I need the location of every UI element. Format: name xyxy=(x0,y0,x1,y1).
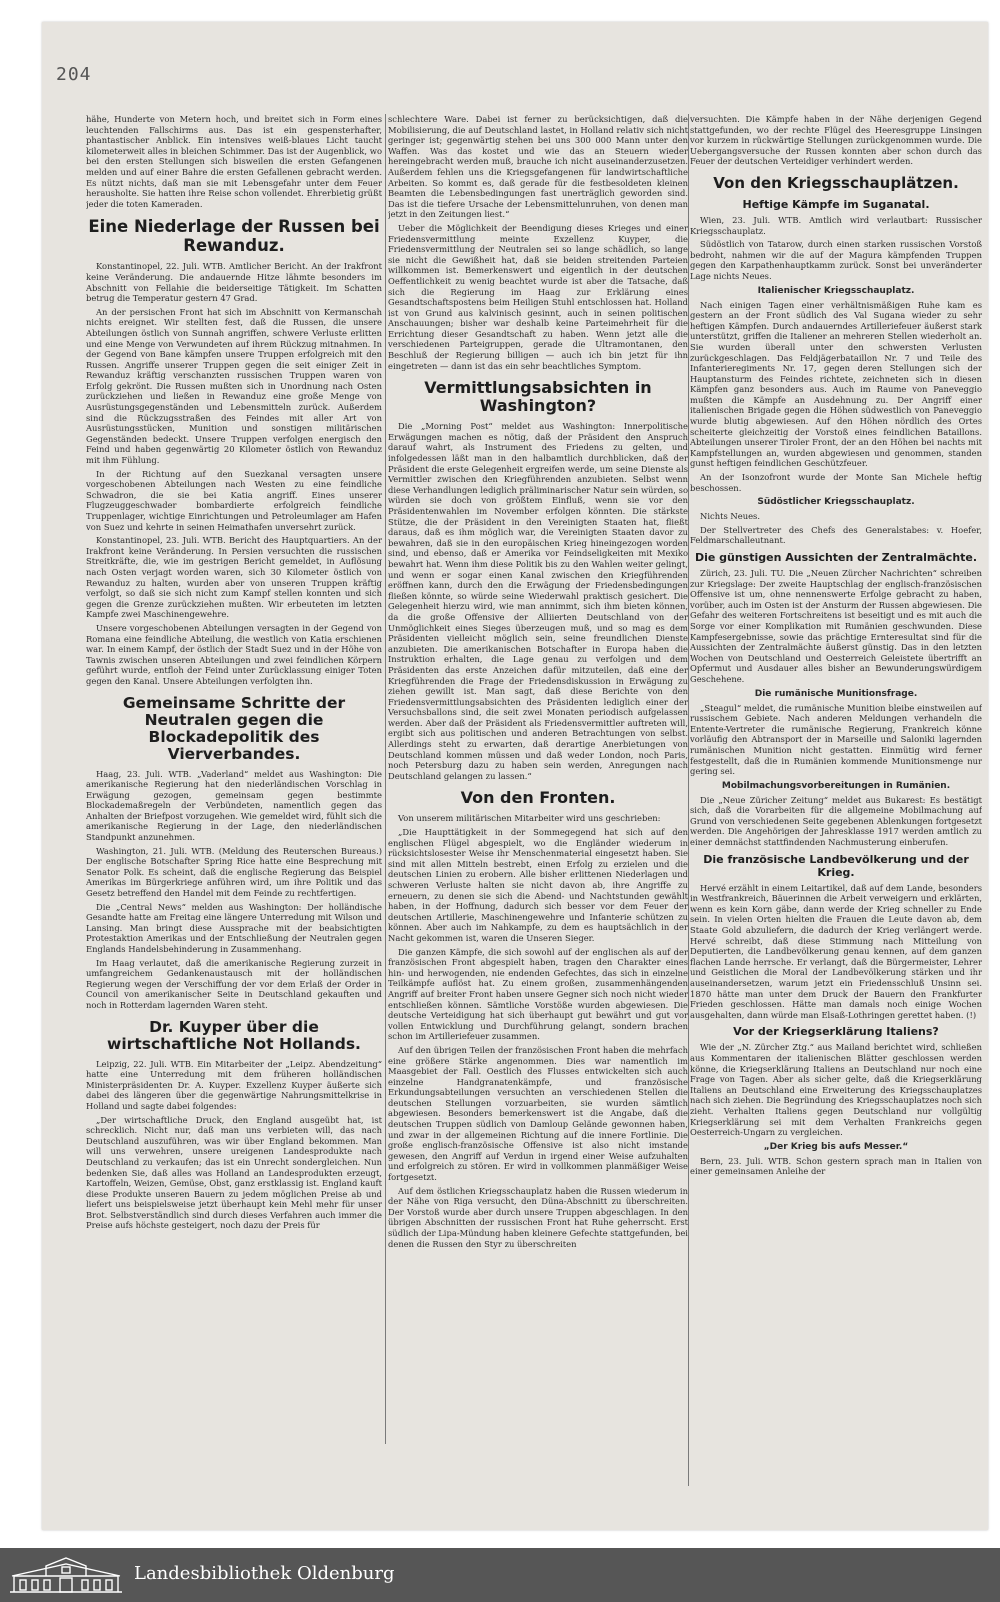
column-3 xyxy=(690,114,982,1486)
headline-kriegsschauplaetze: Von den Kriegsschauplätzen. xyxy=(713,173,959,192)
headline-rewanduz: Eine Niederlage der Russen bei Rewanduz. xyxy=(88,217,380,256)
article-text: Wien, 23. Juli. WTB. Amtlich wird verlautbart: Russischer Kriegsschauplatz. xyxy=(690,214,982,236)
headline-fronten: Von den Fronten. xyxy=(460,788,616,808)
article-text: Auf den übrigen Teilen der französischen Front haben die mehrfach eine größere Stärke angenommen. Dies war namentlich im Maasgebiet der Fall. Oestlich des Flusses entwickelten sich auch einzelne Handgranatenkämpfe, und französische Erkundungsabteilungen versuchten an verschiedenen Stellen die deutschen Stellungen vorzuarbeiten, sie wurden sämtlich abgewiesen. Besonders bemerkenswert ist die Angabe, daß die deutschen Truppen südlich von Damloup Gelände gewonnen haben, und zwar in der allgemeinen Richtung auf die innere Fortlinie. Die große englisch-französische Offensive ist also nicht imstande gewesen, den Angriff auf Verdun in irgend einer Weise aufzuhalten und erfolgreich zu stören. Er wird in vollkommen planmäßiger Weise fortgesetzt. xyxy=(388,1044,688,1183)
article-text: Zürich, 23. Juli. TU. Die „Neuen Zürcher Nachrichten“ schreiben zur Kriegslage: Der zweite Hauptschlag der englisch-französischen Offensive ist um, ohne nennenswerte Erfolge gebracht zu haben, vorüber, auch im Osten ist der Ansturm der Russen abgewiesen. Die Gefahr des weiteren Fortschreitens ist beseitigt und es mit auch die Sorge vor einer Komplikation mit Rumänien geschwunden. Diese Kampfesergebnisse, sowie das prächtige Ernteresultat sind für die Aussichten der Zentralmächte äußerst günstig. Das in den letzten Wochen von Deutschland und Oesterreich Geleistete übertrifft an Opfermut und Ausdauer alles bisher an Bewunderungswürdigem Geschehene. xyxy=(690,568,982,684)
article-text: Leipzig, 22. Juli. WTB. Ein Mitarbeiter der „Leipz. Abendzeitung“ hatte eine Unterredung mit dem früheren holländischen Ministerpräsidenten Dr. A. Kuyper. Exzellenz Kuyper äußerte sich dabei des längeren über die gegenwärtige Nahrungsmittelkrise in Holland und sagte dabei folgendes: xyxy=(86,1058,382,1111)
headline-neutralen: Gemeinsame Schritte der Neutralen gegen die Blockadepolitik des Vierverbandes. xyxy=(122,693,346,763)
article-text: versuchten. Die Kämpfe haben in der Nähe derjenigen Gegend stattgefunden, wo der rechte Flügel des Heeresgruppe Linsingen vor kurzem in rückwärtige Stellungen zurückgenommen wurde. Die Uebergangsversuche der Russen konnten aber schon durch das Feuer der deutschen Verteidiger verhindert werden. xyxy=(690,114,982,167)
article-text: Die „Morning Post“ meldet aus Washington: Innerpolitische Erwägungen machen es nötig, daß der Präsident den Anspruch darauf wahrt, als Instrument des Friedens zu gelten, und infolgedessen läßt man in den halbamtlich durchblicken, daß der Präsident die erste Gelegenheit ergreifen werde, um seine Dienste als Vermittler zwischen den Kriegführenden anzubieten. Selbst wenn diese Verhandlungen lediglich präliminarischer Natur sein würden, so würden sie doch von größtem Einfluß, wenn sie vor den Präsidentenwahlen im November erfolgen könnten. Die stärkste Stütze, die der Präsident in den Vereinigten Staaten hat, fließt daraus, daß es ihm möglich war, die Vereinigten Staaten davor zu bewahren, daß sie in den europäischen Krieg hineingezogen worden sind, und ebenso, daß er Amerika vor Feindseligkeiten mit Mexiko bewahrt hat. Wenn ihm diese Politik bis zu den Wahlen weiter gelingt, und wenn er sogar einen Kanal zwischen den Kriegführenden eröffnen kann, durch den die Erwägung der Friedensbedingungen fließen könnte, so würde seine Wiederwahl praktisch gesichert. Die Gelegenheit hierzu wird, wie man annimmt, sich ihm bieten können, da die große Offensive der Alliierten Deutschland von der Unmöglichkeit eines Sieges überzeugen muß, und so mag es dem Präsidenten vielleicht möglich sein, seine freundlichen Dienste anzubieten. Die amerikanischen Botschafter in Europa haben die Instruktion erhalten, die Lage genau zu verfolgen und dem Präsidenten das erste Anzeichen dafür mitzuteilen, daß eine der Kriegführenden die Frage der Friedensdiskussion in Erwägung zu ziehen gewillt ist. Man sagt, daß diese Berichte von den Friedensvermittlungsabsichten des Präsidenten lediglich einer der Versuchsballons sind, die seit zwei Monaten periodisch aufgelassen werden. Aber daß der Präsident als Friedensvermittler auftreten will, ergibt sich aus politischen und anderen Betrachtungen von selbst. Allerdings steht zu erwarten, daß derartige Anerbietungen von Deutschland kommen müssen und daß weder London, noch Paris, noch Petersburg dazu zu haben sein werden, Anregungen nach Deutschland gelangen zu lassen.“ xyxy=(388,421,688,781)
section-label-southeast: Südöstlicher Kriegsschauplatz. xyxy=(757,497,915,508)
column-rule-2 xyxy=(688,114,689,1486)
article-text: Wie der „N. Zürcher Ztg.“ aus Mailand berichtet wird, schließen aus Kommentaren der italienischen Blätter geschlossen werden könne, die Kriegserklärung Italiens an Deutschland nur noch eine Frage von Tagen. Aber als sicher gelte, daß die Kriegserklärung Italiens an Deutschland eine Erweiterung des Kriegsschauplatzes nach sich ziehen. Die Begründung des Kriegsschauplatzes noch sich zieht. Verhalten Italiens gegen Deutschland nur vollgültig Kriegserklärung sei mit dem Verhalten Frankreichs gegen Oesterreich-Ungarn zu vergleichen. xyxy=(690,1042,982,1138)
section-label-italy: Italienischer Kriegsschauplatz. xyxy=(757,285,915,296)
article-text: Bern, 23. Juli. WTB. Schon gestern sprach man in Italien von einer gemeinsamen Anleihe der xyxy=(690,1155,982,1177)
article-text: Unsere vorgeschobenen Abteilungen versagten in der Gegend von Romana eine feindliche Abteilung, die westlich von Katia erschienen war. In einem Kampf, der östlich der Stadt Suez und in der Höhe von Tawnis zwischen unseren Abteilungen und zwei feindlichen Körpern geführt wurde, entfloh der Feind unter Zurücklassung einiger Toten gegen den Kanal. Unsere Abteilungen verfolgten ihn. xyxy=(86,622,382,686)
article-text: Südöstlich von Tatarow, durch einen starken russischen Vorstoß bedroht, nahmen wir die auf der Magura kämpfenden Truppen gegen den Karpathenhauptkamm zurück. Sonst bei unveränderter Lage nichts Neues. xyxy=(690,239,982,281)
article-text: Die „Central News“ melden aus Washington: Der holländische Gesandte hatte am Freitag eine längere Unterredung mit Wilson und Lansing. Man bringt diese Aussprache mit der beabsichtigten Protestaktion Amerikas und der Entschließung der Neutralen gegen Englands Handelsbehinderung in Zusammenhang. xyxy=(86,901,382,954)
article-text: schlechtere Ware. Dabei ist ferner zu berücksichtigen, daß die Mobilisierung, die auf Deutschland lastet, in Holland relativ sich nicht geringer ist; gegenwärtig stehen bei uns 300 000 Mann unter den Waffen. Was das kostet und wie das an Steuern wieder hereingebracht werden muß, brauche ich nicht auseinanderzusetzen. Außerdem fehlen uns die Kriegsgefangenen für landwirtschaftliche Arbeiten. So kommt es, daß gerade für die festbesoldeten kleinen Beamten die Lebensbedingungen fast unerträglich geworden sind. Das ist die tiefere Ursache der Lebensmittelunruhen, von denen man jetzt in den Zeitungen liest.“ xyxy=(388,114,688,220)
column-1 xyxy=(86,114,382,1444)
newspaper-page xyxy=(42,22,988,1530)
article-text: hähe, Hunderte von Metern hoch, und breitet sich in Form eines leuchtenden Fallschirms aus. Das ist ein gespensterhafter, phantastischer Anblick. Ein intensives weiß-blaues Licht taucht kilometerweit alles in bleichen Schimmer. Das ist der Augenblick, wo bei den ersten Stellungen sich bisweilen die ersten Gefangenen melden und auf einer Bahre die ersten Gefallenen gebracht werden. Es nützt nichts, daß man sie mit Lebensgefahr unter dem Feuer herausholte. Sie hatten ihre Reise schon vollendet. Ehrerbietig grüßt jeder die toten Kameraden. xyxy=(86,114,382,209)
signature-line: Der Stellvertreter des Chefs des Generalstabes: v. Hoefer, Feldmarschalleutnant. xyxy=(690,524,982,546)
article-text: Washington, 21. Juli. WTB. (Meldung des Reuterschen Bureaus.) Der englische Botschafter Spring Rice hatte eine Besprechung mit Senator Polk. Es scheint, daß die englische Regierung das Beispiel Amerikas im Bürgerkriege anführen wird, um ihre Politik und das Gesetz betreffend den Handel mit dem Feinde zu rechtfertigen. xyxy=(86,845,382,899)
subheadline-munition: Die rumänische Munitionsfrage. xyxy=(754,688,918,699)
article-text: Die „Neue Züricher Zeitung“ meldet aus Bukarest: Es bestätigt sich, daß die Vorarbeiten für die allgemeine Mobilmachung auf Grund von verschiedenen Seite gegebenen Ablenkungen fortgesetzt werden. Die Angehörigen der Jahresklasse 1917 werden amtlich zu einer demnächst stattfindenden Nachmusterung einberufen. xyxy=(690,794,982,848)
article-text: „Die Haupttätigkeit in der Sommegegend hat sich auf den englischen Flügel abgespielt, wo die Engländer wiederum in rücksichtslosester Weise ihr Menschenmaterial eingesetzt haben. Sie sind mit allen Mitteln bestrebt, einen Erfolg zu erzielen und die deutschen Linien zu erobern. Alle bisher erlittenen Niederlagen und schweren Verluste halten sie nicht davon ab, ihre Angriffe zu erneuern, zu denen sie sich die Abend- und Nachtstunden gewählt haben, in der Hoffnung, dadurch sich besser vor dem Feuer der deutschen Artillerie, Maschinengewehre und Infanterie schützen zu können. Aber auch im Nahkampfe, zu dem es hauptsächlich in der Nacht gekommen ist, waren die Unseren Sieger. xyxy=(388,827,688,943)
headline-zentralmaechte: Die günstigen Aussichten der Zentralmächte. xyxy=(694,551,978,564)
article-text: Ueber die Möglichkeit der Beendigung dieses Krieges und einer Friedensvermittlung meinte Exzellenz Kuyper, die Friedensvermittlung der Neutralen sei so lange schädlich, so lange sie nicht die Gewißheit hat, daß sie beiden streitenden Parteien willkommen ist. Bemerkenswert und eigentlich in der deutschen Oeffentlichkeit zu wenig beachtet wurde ist aber die Tatsache, daß sich die Regierung im Haag zur Erklärung eines Gesandtschaftspostens beim Heiligen Stuhl entschlossen hat. Holland ist von Grund aus kalvinisch gesinnt, auch in seinen politischen Anschauungen; bisher war deshalb keine Parteimehrheit für die Errichtung dieser Gesandtschaft zu haben. Wenn jetzt alle die verschiedenen Parteigruppen, gerade die Ultramontanen, den Beschluß der Regierung billigen — auch ich bin jetzt für ihn eingetreten — dann ist das ein sehr beachtliches Symptom. xyxy=(388,222,688,371)
subheadline-messer: „Der Krieg bis aufs Messer.“ xyxy=(763,1141,909,1152)
article-text: An der Isonzofront wurde der Monte San Michele heftig beschossen. xyxy=(690,472,982,493)
article-text: Von unserem militärischen Mitarbeiter wird uns geschrieben: xyxy=(398,813,661,824)
library-footer xyxy=(0,1548,1000,1602)
article-text: Die ganzen Kämpfe, die sich sowohl auf der englischen als auf der französischen Front abgespielt haben, tragen den Charakter eines hin- und herwogenden, nie endenden Gefechtes, das sich in einzelne Teilkämpfe auflöst hat. Zu einem großen, zusammenhängenden Angriff auf breiter Front haben unsere Gegner sich noch nicht wieder entschließen können. Sämtliche Vorstöße wurden abgewiesen. Die deutsche Verteidigung hat sich überhaupt gut bewährt und gut vor vollen Entwicklung und Durchführung gelangt, sondern brachen schon im Artilleriefeuer zusammen. xyxy=(388,946,688,1042)
article-text: Im Haag verlautet, daß die amerikanische Regierung zurzeit in umfangreichem Gedankenaustausch mit der holländischen Regierung wegen der Verschiffung der vor dem Erlaß der Order in Council von amerikanischer Seite in Deutschland gekauften und noch in Rotterdam lagernden Waren steht. xyxy=(86,957,382,1010)
article-text: In der Richtung auf den Suezkanal versagten unsere vorgeschobenen Abteilungen nach Westen zu eine feindliche Schwadron, die sie bei Katia angriff. Eines unserer Flugzeuggeschwader bombardierte erfolgreich feindliche Truppenlager, wichtige Einrichtungen und Petroleumlager am Hafen von Suez und kehrte in seinen Heimathafen unversehrt zurück. xyxy=(86,468,382,532)
subheadline-mobilmachung: Mobilmachungsvorbereitungen in Rumänien. xyxy=(721,780,951,791)
library-name: Landesbibliothek Oldenburg xyxy=(134,1563,395,1584)
article-text: „Steagul“ meldet, die rumänische Munition bleibe einstweilen auf russischem Gebiete. Nach anderen Meldungen verhandeln die Entente-Vertreter die rumänische Regierung, Frankreich könne vorläufig den Abtransport der in Marseille und Saloniki lagernden rumänischen Munition nicht gestatten. Einmütig wird ferner festgestellt, daß die in Rumänien kommende Munitionsmenge nur gering sei. xyxy=(690,702,982,777)
library-building-icon xyxy=(8,1556,124,1594)
article-text: Hervé erzählt in einem Leitartikel, daß auf dem Lande, besonders in Westfrankreich, Bäuerinnen die Arbeit verweigern und erklärten, wenn es kein Korn gäbe, dann werde der Krieg schneller zu Ende sein. In vielen Orten hielten die Frauen die Leute davon ab, dem Staate Gold abzuliefern, die dadurch der Krieg verlängert werde. Hervé schreibt, daß diese Stimmung nach Mitteilung von Deputierten, die Landbevölkerung genau kennen, auf dem ganzen flachen Lande herrsche. Er verlangt, daß die Bürgermeister, Lehrer und Geistlichen die Moral der Landbevölkerung stärken und ihr auseinandersetzen, warum jetzt ein Friedensschluß Unsinn sei. 1870 hätte man unter dem Druck der Bauern den Frankfurter Frieden geschlossen. Hätte man damals noch einige Wochen ausgehalten, dann würde man Elsaß-Lothringen gerettet haben. (!) xyxy=(690,882,982,1020)
column-rule-1 xyxy=(385,114,386,1444)
headline-kuyper: Dr. Kuyper über die wirtschaftliche Not Hollands. xyxy=(107,1017,361,1053)
page-number: 204 xyxy=(56,64,92,85)
subheadline-suganatal: Heftige Kämpfe im Suganatal. xyxy=(742,197,930,211)
headline-washington: Vermittlungsabsichten in Washington? xyxy=(424,378,652,416)
article-text: „Der wirtschaftliche Druck, den England ausgeübt hat, ist schrecklich. Nicht nur, daß man uns verbieten will, das nach Deutschland auszuführen, was wir über England bekommen. Man will uns verwehren, unsere ureigenen Landesprodukte nach Deutschland zu verkaufen; das ist ein Unrecht sondergleichen. Nun bedenken Sie, daß alles was Holland an Landesprodukten erzeugt, Kartoffeln, Weizen, Gemüse, Obst, ganz erstklassig ist. England kauft diese Produkte unseren Bauern zu jedem möglichen Preise ab und liefert uns beispielsweise jetzt überhaupt kein Mehl mehr für unser Brot. Selbstverständlich sind durch dieses Verfahren auch immer die Preise aufs höchste gesteigert, noch dazu der Preis für xyxy=(86,1114,382,1231)
article-text: Haag, 23. Juli. WTB. „Vaderland“ meldet aus Washington: Die amerikanische Regierung hat den niederländischen Vorschlag in Erwägung gezogen, gemeinsam gegen bestimmte Blockademaßregeln der Verbündeten, namentlich gegen das Anhalten der Briefpost vorzugehen. Wie gemeldet wird, fühlt sich die amerikanische Regierung in der Lage, den niederländischen Standpunkt anzunehmen. xyxy=(86,768,382,843)
article-text: Auf dem östlichen Kriegsschauplatz haben die Russen wiederum in der Nähe von Riga versucht, den Düna-Abschnitt zu überschreiten. Der Vorstoß wurde aber durch unsere Truppen abgeschlagen. In den übrigen Abschnitten der russischen Front hat Ruhe geherrscht. Erst südlich der Lipa-Mündung haben kleinere Gefechte stattgefunden, bei denen die Russen den Styr zu überschreiten xyxy=(388,1185,688,1249)
article-text: Konstantinopel, 22. Juli. WTB. Amtlicher Bericht. An der Irakfront keine Veränderung. Die andauernde Hitze lähmte besonders im Abschnitt von Fellahie die beiderseitige Tätigkeit. Im Schatten betrug die Temperatur gestern 47 Grad. xyxy=(86,261,382,304)
article-text: An der persischen Front hat sich im Abschnitt von Kermanschah nichts ereignet. Wir stellten fest, daß die Russen, die unsere Abteilungen östlich von Sunnah angriffen, schwere Verluste erlitten und eine Menge von Verwundeten auf ihrem Rückzug mitnahmen. In der Gegend von Bane kämpfen unsere Truppen erfolgreich mit den Russen. Angriffe unserer Truppen gegen die seit einiger Zeit in Rewanduz kräftig verschanzten russischen Truppen waren von Erfolg gekrönt. Die Russen mußten sich in Unordnung nach Osten zurückziehen und ließen in Rewanduz eine große Menge von Ausrüstungsgegenständen und Lebensmitteln zurück. Außerdem sind die Rückzugsstraßen des Feindes mit aller Art von Ausrüstungsstücken, Munition und sonstigen militärischen Gegenständen bedeckt. Unsere Truppen verfolgen energisch den Feind und haben gegenwärtig 20 Kilometer östlich von Rewanduz mit ihm Fühlung. xyxy=(86,306,382,466)
article-text: Konstantinopel, 23. Juli. WTB. Bericht des Hauptquartiers. An der Irakfront keine Veränderung. In Persien versuchten die russischen Streitkräfte, die, wie im gestrigen Bericht gemeldet, in Auflösung nach Osten verjagt worden waren, sich 30 Kilometer östlich von Rewanduz zu halten, wurden aber von unseren Truppen kräftig verfolgt, so daß sie sich nicht zum Kampf stellen konnten und sich gegen die Grenze zurückziehen mußten. Wir erbeuteten im letzten Kampfe zwei Maschinengewehre. xyxy=(86,535,382,620)
article-text: Nichts Neues. xyxy=(700,511,761,522)
column-2 xyxy=(388,114,688,1486)
headline-landbevoelkerung: Die französische Landbevölkerung und der Krieg. xyxy=(703,852,969,879)
article-text: Nach einigen Tagen einer verhältnismäßigen Ruhe kam es gestern an der Front südlich des Val Sugana wieder zu sehr heftigen Kämpfen. Durch andauerndes Artilleriefeuer äußerst stark unterstützt, griffen die Italiener an mehreren Stellen wiederholt an. Sie wurden überall unter den schwersten Verlusten zurückgeschlagen. Das Feldjägerbataillon Nr. 7 und Teile des Infanterieregiments Nr. 17, gegen deren Stellungen sich der Hauptansturm des Feindes richtete, zeichneten sich in diesen Kämpfen ganz besonders aus. Auch im Raume von Paneveggio mußten die Kämpfe an Ausdehnung zu. Der Angriff einer italienischen Brigade gegen die Höhen südwestlich von Paneveggio wurde blutig abgewiesen. Auf den Höhen nördlich des Ortes scheiterte gleichzeitig der Vorstoß eines feindlichen Bataillons. Abteilungen unserer Tiroler Front, der an den Höhen bei nachts mit Kampfstellungen an, wurden abgewiesen und genommen, standen gunst heftigen feindlichen Geschützfeuer. xyxy=(690,299,982,469)
headline-italien: Vor der Kriegserklärung Italiens? xyxy=(733,1025,939,1039)
